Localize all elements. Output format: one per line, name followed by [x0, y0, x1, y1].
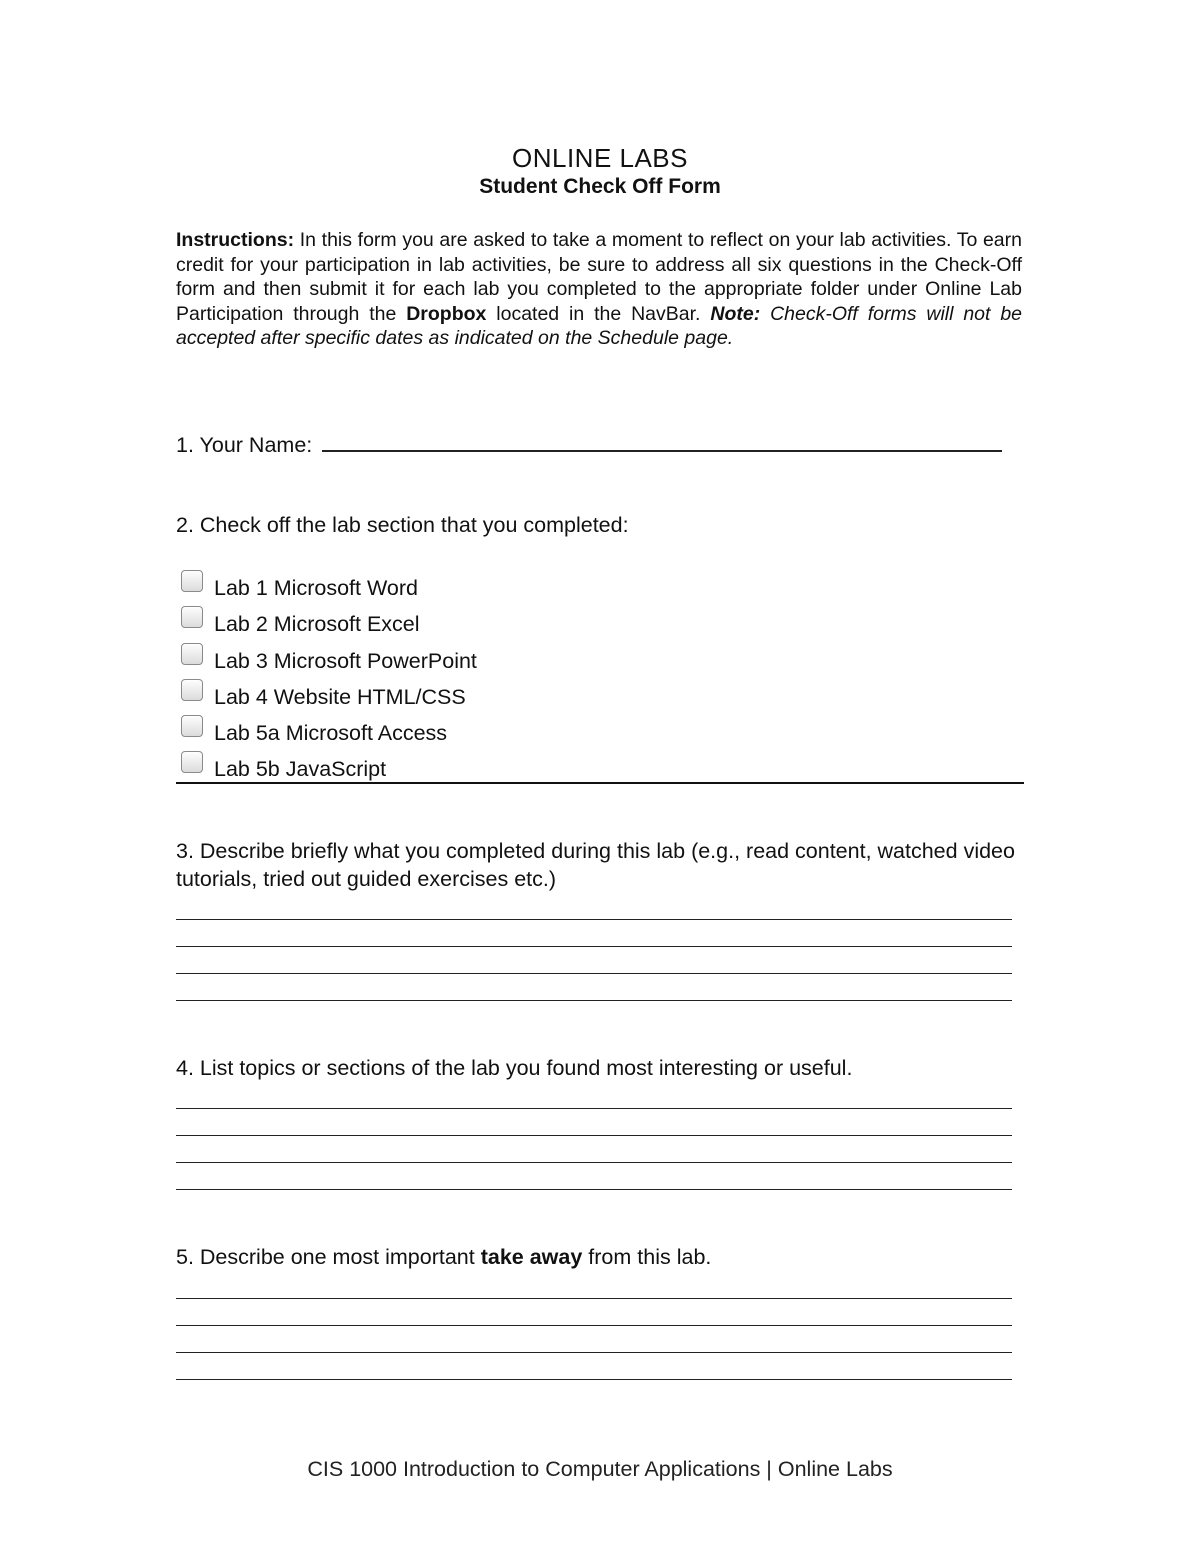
question-5: [176, 1243, 1022, 1271]
lab-5b-checkbox[interactable]: [181, 751, 203, 773]
lab-1-label: Lab 1 Microsoft Word: [214, 576, 418, 600]
lab-4-checkbox[interactable]: [181, 679, 203, 701]
note-text: Check-Off forms will not be accepted after specific dates as indicated on the Schedule page.: [176, 302, 1023, 350]
answer-line[interactable]: [176, 920, 1012, 947]
question-1-label: 1. Your Name:: [176, 433, 319, 457]
instructions-label: Instructions:: [176, 229, 295, 251]
lab-option: [176, 675, 1022, 711]
page-title: ONLINE LABS: [511, 143, 688, 173]
lab-5a-label: Lab 5a Microsoft Access: [214, 721, 448, 746]
page-footer: CIS 1000 Introduction to Computer Applications | Online Labs: [307, 1457, 893, 1481]
question-4-label: 4. List topics or sections of the lab you found most interesting or useful.: [176, 1056, 853, 1080]
page-subtitle: Student Check Off Form: [479, 175, 721, 198]
question-4-answer[interactable]: [176, 1082, 1012, 1190]
lab-option: [176, 711, 1022, 747]
lab-checklist: [176, 566, 1022, 784]
question-2-label: 2. Check off the lab section that you completed:: [176, 513, 629, 537]
name-field[interactable]: [322, 428, 1002, 452]
question-3-answer[interactable]: [176, 893, 1012, 1001]
take-away-label: take away: [480, 1245, 583, 1269]
lab-4-label: Lab 4 Website HTML/CSS: [214, 684, 466, 709]
answer-line[interactable]: [176, 1109, 1012, 1136]
lab-3-checkbox[interactable]: [181, 643, 203, 665]
answer-line[interactable]: [176, 947, 1012, 974]
lab-2-checkbox[interactable]: [181, 606, 203, 628]
question-3-label: 3. Describe briefly what you completed during this lab (e.g., read content, watched video tutorials, tried out guided exercises etc.): [176, 839, 1015, 891]
answer-line[interactable]: [176, 1272, 1012, 1299]
lab-5a-checkbox[interactable]: [181, 715, 203, 737]
instructions-paragraph: [176, 228, 1022, 351]
section-divider: [176, 782, 1024, 784]
lab-option: [176, 639, 1022, 675]
question-1: [176, 428, 1022, 459]
question-5-label-1: 5. Describe one most important: [176, 1245, 481, 1269]
question-5-answer[interactable]: [176, 1272, 1012, 1380]
lab-option: [176, 602, 1022, 638]
answer-line[interactable]: [176, 1353, 1012, 1380]
answer-line[interactable]: [176, 1136, 1012, 1163]
answer-line[interactable]: [176, 1163, 1012, 1190]
lab-2-label: Lab 2 Microsoft Excel: [214, 612, 420, 637]
lab-option: [176, 566, 1022, 602]
lab-option: [176, 747, 1022, 783]
lab-3-label: Lab 3 Microsoft PowerPoint: [214, 648, 477, 673]
question-5-label-2: from this lab.: [582, 1245, 712, 1269]
answer-line[interactable]: [176, 1326, 1012, 1353]
instructions-text-1: In this form you are asked to take a moment to reflect on your lab activities. To earn credit for your participation in lab activities, be sure to address all six questions in the Check-Off form and then submit it for each lab you completed to the appropriate folder under Online Lab Participation through the: [176, 229, 1022, 325]
answer-line[interactable]: [176, 974, 1012, 1001]
answer-line[interactable]: [176, 1299, 1012, 1326]
instructions-text-2: located in the NavBar.: [486, 302, 711, 325]
lab-5b-label: Lab 5b JavaScript: [214, 757, 387, 782]
note-label: Note:: [710, 302, 761, 325]
answer-line[interactable]: [176, 893, 1012, 920]
dropbox-label: Dropbox: [406, 302, 487, 325]
answer-line[interactable]: [176, 1082, 1012, 1109]
lab-1-checkbox[interactable]: [181, 570, 203, 592]
